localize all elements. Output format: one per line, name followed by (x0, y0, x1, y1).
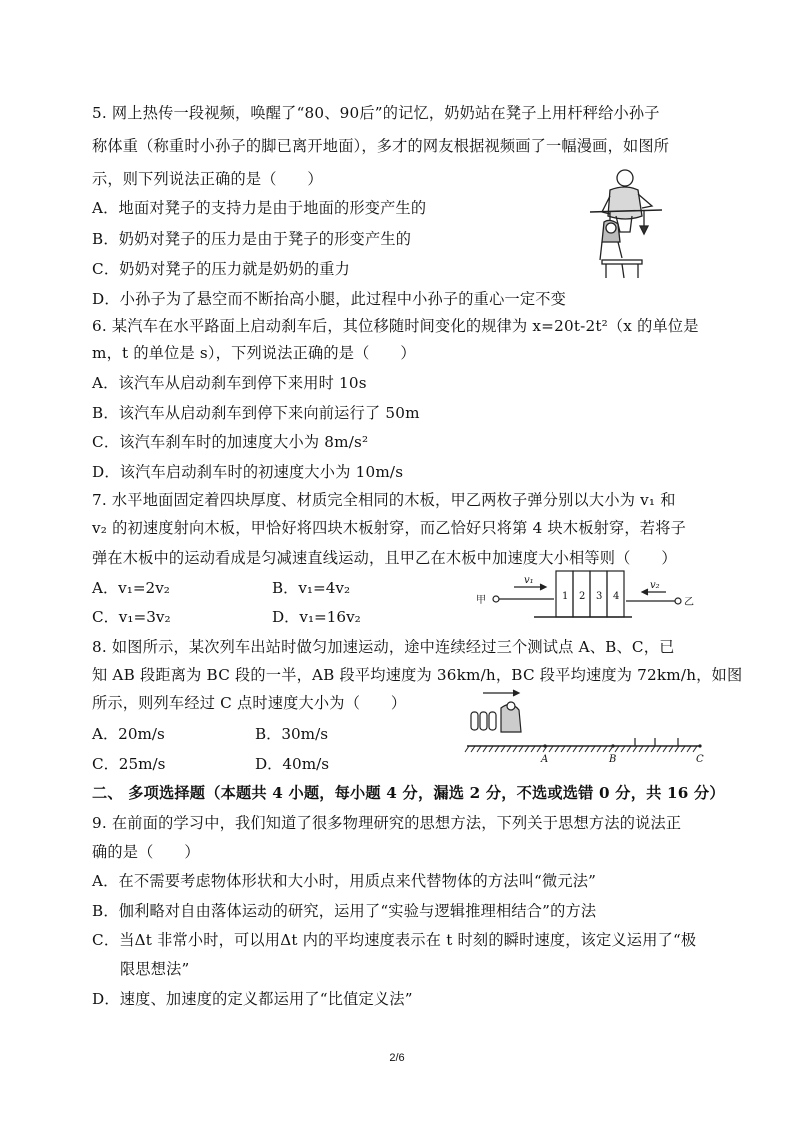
ground-hatch-line (657, 746, 661, 752)
q7-fig-label-jia: 甲 (476, 595, 486, 606)
q6-option-d: D．该汽车启动刹车时的初速度大小为 10m/s (92, 463, 404, 481)
ground-hatch-line (507, 746, 511, 752)
ground-hatch-line (663, 746, 667, 752)
q7-fig-label-v2: v₂ (650, 580, 660, 591)
q5-stem-line3: 示，则下列说法正确的是（ ） (92, 170, 323, 188)
q6-option-a: A．该汽车从启动刹车到停下来用时 10s (92, 374, 367, 392)
ground-hatch-line (639, 746, 643, 752)
ground-hatch-line (645, 746, 649, 752)
ground-hatch-line (567, 746, 571, 752)
q9-option-c-line1: C．当Δt 非常小时，可以用Δt 内的平均速度表示在 t 时刻的瞬时速度，该定义运用了“极 (92, 931, 697, 949)
q8-stem-line1: 8. 如图所示，某次列车出站时做匀加速运动，途中连续经过三个测试点 A、B、C，已 (92, 638, 675, 656)
q7-boards-figure (474, 565, 696, 621)
q9-option-a: A．在不需要考虑物体形状和大小时，用质点来代替物体的方法叫“微元法” (92, 872, 597, 890)
q7-fig-label-yi: 乙 (684, 597, 694, 608)
ground-hatch-line (495, 746, 499, 752)
q8-train-figure (465, 688, 705, 768)
q8-option-b: B．30m/s (255, 725, 328, 743)
q8-option-d: D．40m/s (255, 755, 330, 773)
q8-option-c: C．25m/s (92, 755, 166, 773)
ground-hatch-line (555, 746, 559, 752)
ground-hatch-line (693, 746, 697, 752)
ground-hatch-line (513, 746, 517, 752)
ground-hatch-line (477, 746, 481, 752)
q7-fig-board-4: 4 (613, 591, 620, 602)
q9-option-d: D．速度、加速度的定义都运用了“比值定义法” (92, 990, 413, 1008)
q9-stem-line1: 9. 在前面的学习中，我们知道了很多物理研究的思想方法，下列关于思想方法的说法正 (92, 814, 682, 832)
q5-option-c: C．奶奶对凳子的压力就是奶奶的重力 (92, 260, 351, 278)
ground-hatch-line (633, 746, 637, 752)
q5-stem-line2: 称体重（称重时小孙子的脚已离开地面），多才的网友根据视频画了一幅漫画，如图所 (92, 137, 670, 155)
ground-hatch-line (561, 746, 565, 752)
ground-hatch-line (519, 746, 523, 752)
q8-stem-line3: 所示，则列车经过 C 点时速度大小为（ ） (92, 694, 407, 712)
q7-stem-line1: 7. 水平地面固定着四块厚度、材质完全相同的木板，甲乙两枚子弹分别以大小为 v₁ 和 (92, 491, 676, 509)
q8-fig-point-a: A (541, 754, 549, 765)
q7-stem-line2: v₂ 的初速度射向木板，甲恰好将四块木板射穿，而乙恰好只将第 4 块木板射穿，若将子 (92, 519, 686, 537)
q7-fig-board-1: 1 (562, 591, 569, 602)
q6-option-c: C．该汽车刹车时的加速度大小为 8m/s² (92, 433, 369, 451)
page-number: 2/6 (389, 1052, 405, 1064)
ground-hatch-line (585, 746, 589, 752)
ground-hatch-line (465, 746, 469, 752)
ground-hatch-line (621, 746, 625, 752)
q9-option-b: B．伽利略对自由落体运动的研究，运用了“实验与逻辑推理相结合”的方法 (92, 902, 597, 920)
q7-fig-board-2: 2 (579, 591, 586, 602)
ground-hatch-line (603, 746, 607, 752)
q5-option-b: B．奶奶对凳子的压力是由于凳子的形变产生的 (92, 230, 412, 248)
q7-option-b: B．v₁=4v₂ (272, 579, 351, 597)
ground-hatch-line (537, 746, 541, 752)
q6-option-b: B．该汽车从启动刹车到停下来向前运行了 50m (92, 404, 420, 422)
ground-hatch-line (615, 746, 619, 752)
q8-option-a: A．20m/s (92, 725, 165, 743)
ground-hatch-line (483, 746, 487, 752)
q7-option-c: C．v₁=3v₂ (92, 608, 171, 626)
q9-option-c-line2: 限思想法” (120, 960, 190, 978)
ground-hatch-line (489, 746, 493, 752)
ground-hatch-line (501, 746, 505, 752)
ground-hatch-line (627, 746, 631, 752)
section-2-heading: 二、 多项选择题（本题共 4 小题，每小题 4 分，漏选 2 分，不选或选错 0 分，共 16 分） (92, 784, 725, 802)
q7-fig-label-v1: v₁ (524, 575, 534, 586)
q5-option-d: D．小孙子为了悬空而不断抬高小腿，此过程中小孙子的重心一定不变 (92, 290, 567, 308)
ground-hatch-line (531, 746, 535, 752)
q6-stem-line1: 6. 某汽车在水平路面上启动刹车后，其位移随时间变化的规律为 x=20t-2t²（x 的单位是 (92, 317, 699, 335)
ground-hatch-line (579, 746, 583, 752)
q5-steelyard-figure (580, 168, 680, 280)
ground-hatch-line (675, 746, 679, 752)
ground-hatch-line (573, 746, 577, 752)
ground-hatch-line (597, 746, 601, 752)
q9-stem-line2: 确的是（ ） (92, 843, 200, 861)
q5-stem-line1: 5. 网上热传一段视频，唤醒了“80、90后”的记忆，奶奶站在凳子上用杆秤给小孙子 (92, 104, 660, 122)
q8-stem-line2: 知 AB 段距离为 BC 段的一半，AB 段平均速度为 36km/h，BC 段平均速度为 72km/h，如图 (92, 666, 743, 684)
ground-hatch-line (525, 746, 529, 752)
q8-fig-point-c: C (696, 754, 704, 765)
ground-hatch-line (687, 746, 691, 752)
q7-stem-line3: 弹在木板中的运动看成是匀减速直线运动，且甲乙在木板中加速度大小相等则（ ） (92, 549, 677, 567)
ground-hatch-line (669, 746, 673, 752)
q7-option-a: A．v₁=2v₂ (92, 579, 170, 597)
ground-hatch-line (591, 746, 595, 752)
q7-fig-board-3: 3 (596, 591, 603, 602)
q5-option-a: A．地面对凳子的支持力是由于地面的形变产生的 (92, 199, 427, 217)
ground-hatch-line (651, 746, 655, 752)
q8-fig-point-b: B (609, 754, 617, 765)
ground-hatch-line (549, 746, 553, 752)
ground-hatch-line (471, 746, 475, 752)
ground-hatch-line (681, 746, 685, 752)
q7-option-d: D．v₁=16v₂ (272, 608, 361, 626)
q6-stem-line2: m，t 的单位是 s），下列说法正确的是（ ） (92, 344, 416, 362)
